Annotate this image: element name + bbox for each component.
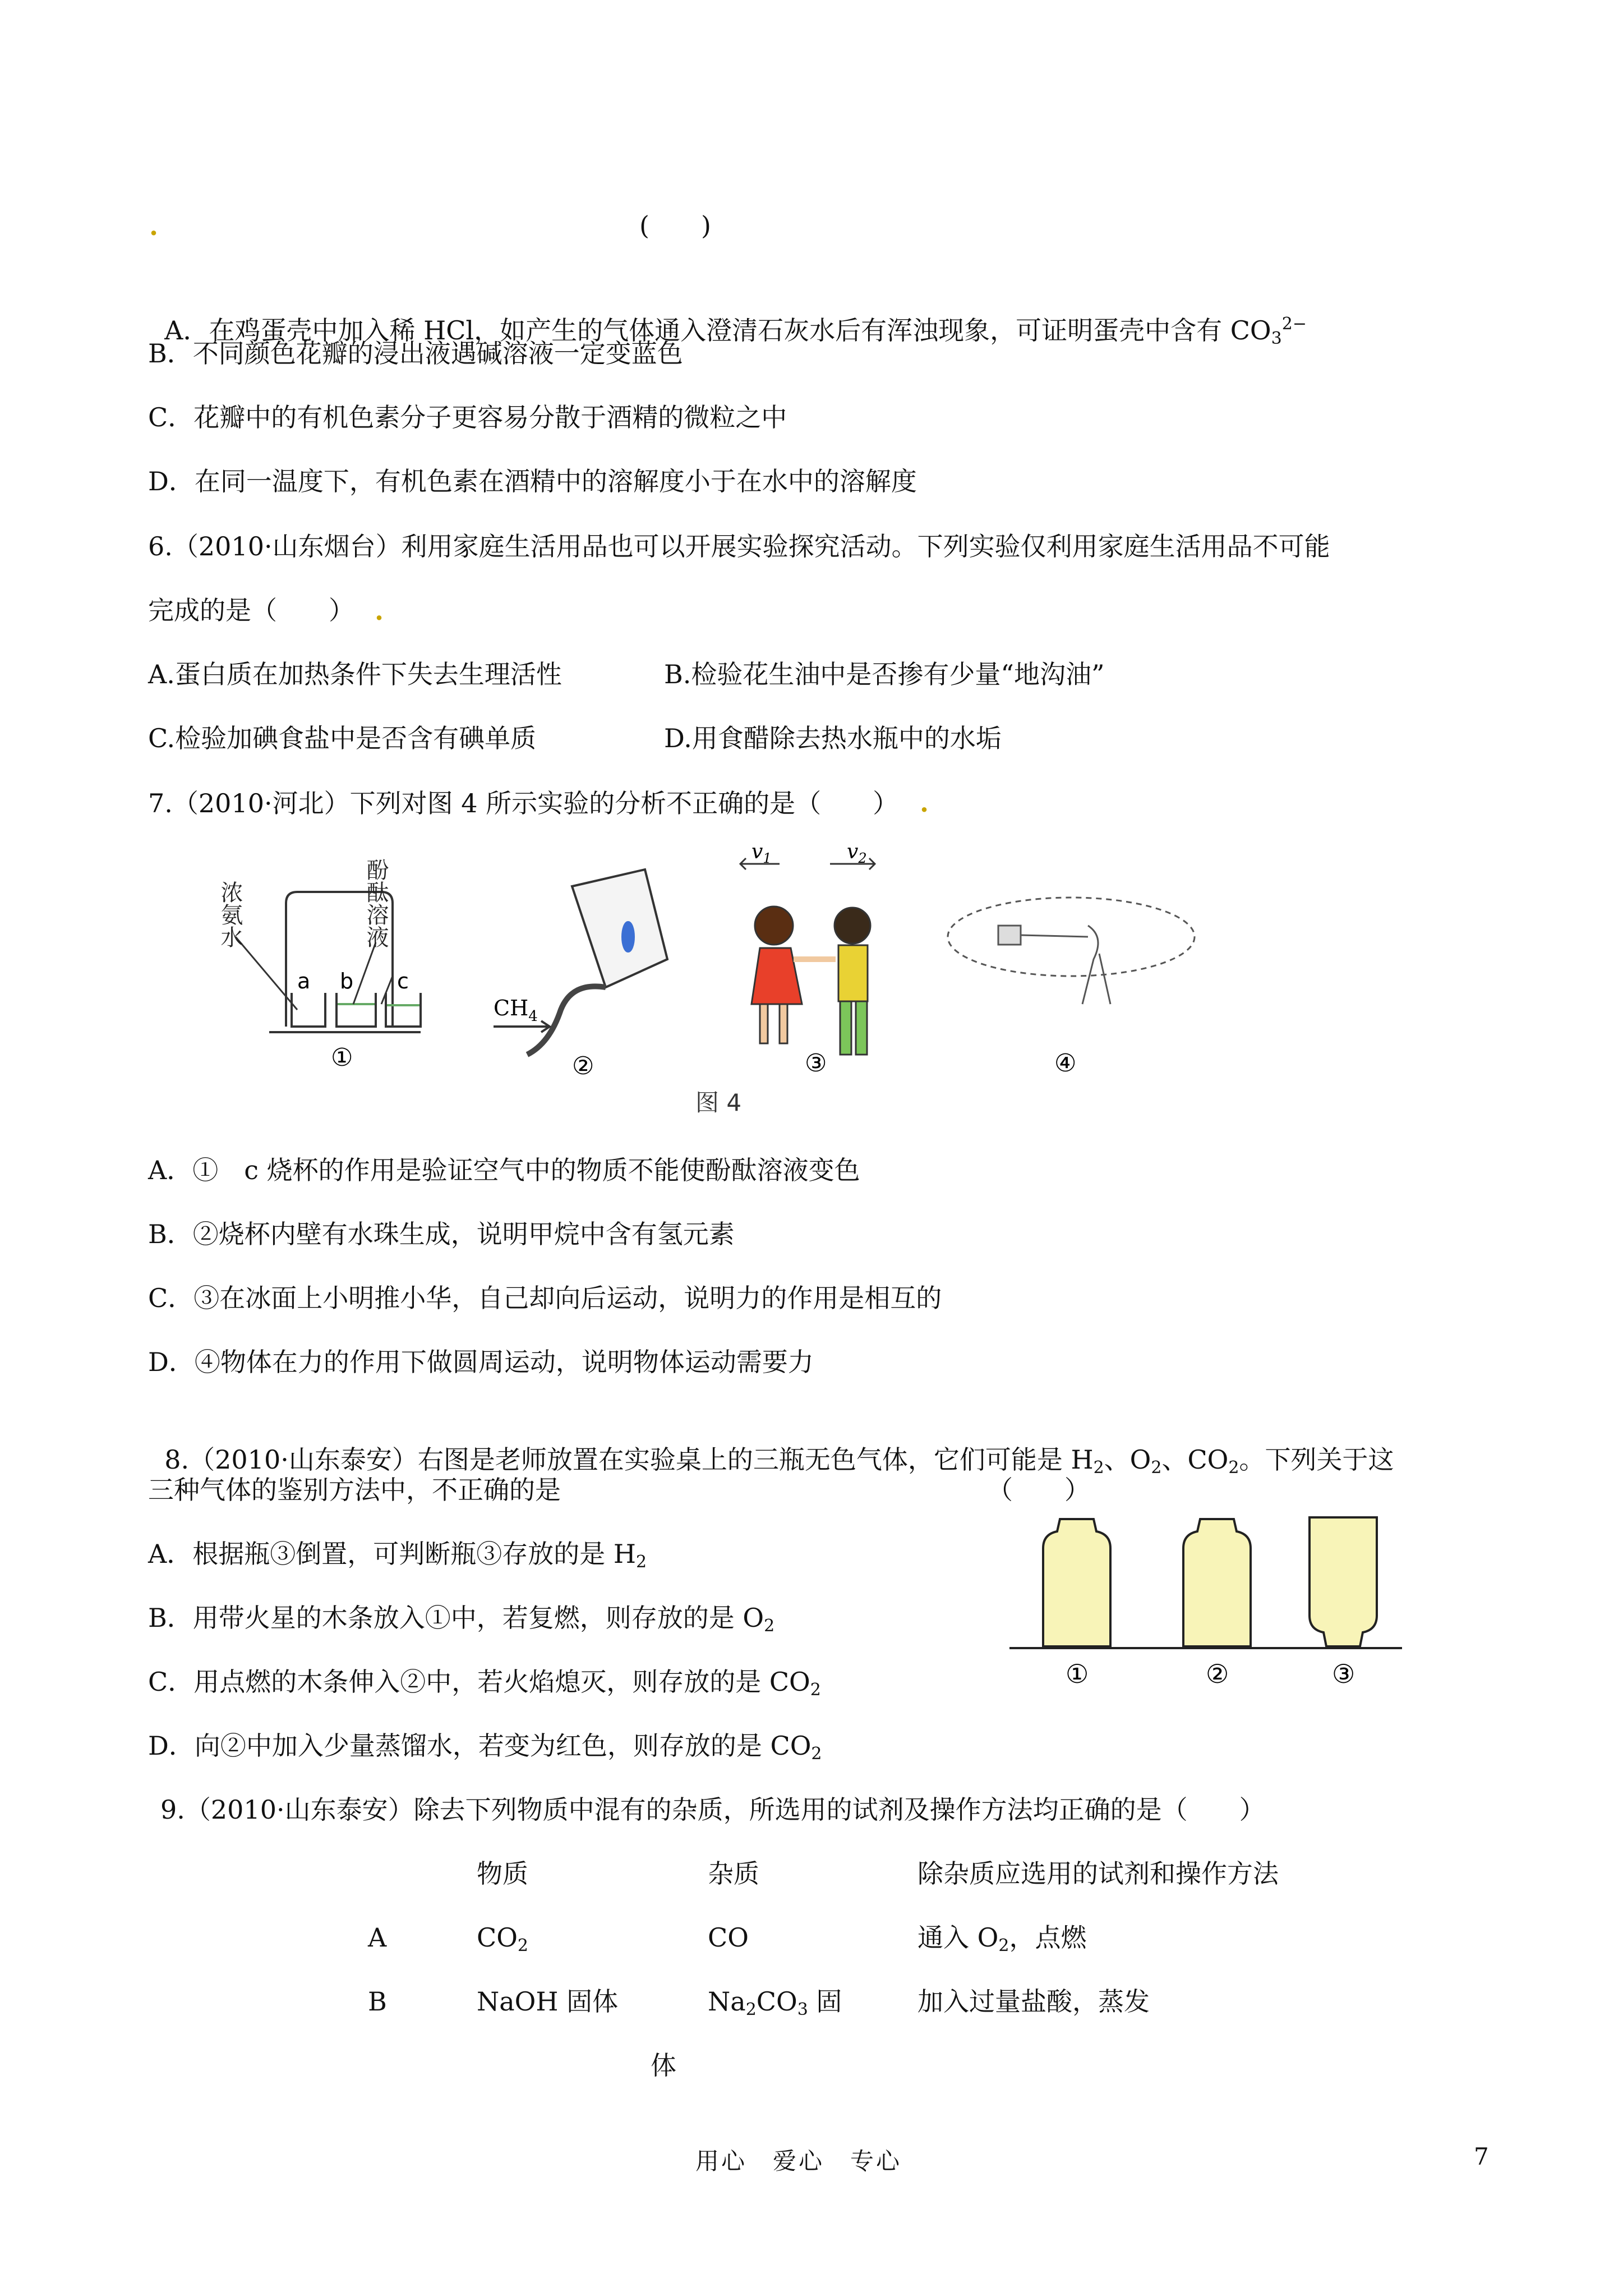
figure-number-1: ①	[331, 1043, 353, 1072]
q8-option-b	[148, 1601, 774, 1643]
q8-option-a-text: A．根据瓶③倒置，可判断瓶③存放的是 H	[148, 1539, 636, 1569]
footer-motto: 用心 爱心 专心	[695, 2147, 902, 2175]
figure-number-3: ③	[805, 1049, 827, 1078]
decor-dot: .	[920, 788, 929, 818]
table-row-a-key: A	[368, 1922, 387, 1953]
q8-option-d	[148, 1729, 822, 1771]
subscript: 2	[858, 850, 867, 866]
q5-bracket: ( )	[639, 210, 711, 241]
subscript: 3	[797, 2000, 808, 2019]
impurity-text-mid: CO	[756, 1986, 797, 2017]
page-number: 7	[1474, 2143, 1489, 2170]
q7-option-d: D．④物体在力的作用下做圆周运动，说明物体运动需要力	[148, 1347, 814, 1377]
q7-option-c: C．③在冰面上小明推小华，自己却向后运动，说明力的作用是相互的	[148, 1283, 942, 1313]
q8-stem-line2: 三种气体的鉴别方法中，不正确的是	[148, 1475, 561, 1505]
q8-option-a	[148, 1537, 647, 1579]
table-header-substance: 物质	[477, 1858, 528, 1889]
table-row-a-substance	[477, 1921, 528, 1963]
q8-stem-part1: 8.（2010·山东泰安）右图是老师放置在实验桌上的三瓶无色气体，它们可能是 H	[164, 1444, 1094, 1475]
subscript: 3	[1271, 329, 1282, 348]
q8-stem-part4: 。下列关于这	[1239, 1444, 1394, 1475]
table-row-a-impurity: CO	[708, 1922, 749, 1953]
subscript: 2	[764, 1616, 775, 1636]
subscript: 2	[811, 1744, 822, 1764]
beaker-b-label: b	[340, 969, 354, 993]
q8-option-c	[148, 1665, 821, 1707]
q6-option-a: A.蛋白质在加热条件下失去生理活性	[148, 659, 562, 689]
subscript: 1	[763, 850, 772, 866]
bottle-3	[1310, 1517, 1377, 1646]
bottle-2-label: ②	[1206, 1659, 1229, 1689]
q5-option-c: C．花瓣中的有机色素分子更容易分散于酒精的微粒之中	[148, 402, 787, 432]
velocity-2	[847, 841, 867, 866]
impurity-text: Na	[708, 1986, 746, 2017]
q5-option-d: D．在同一温度下，有机色素在酒精中的溶解度小于在水中的溶解度	[148, 466, 917, 496]
q8-stem-part2: 、O	[1104, 1444, 1151, 1475]
decor-dot: .	[149, 211, 159, 241]
q7-option-a: A．① c 烧杯的作用是验证空气中的物质不能使酚酞溶液变色	[148, 1155, 860, 1185]
velocity-2-text: v	[847, 841, 859, 863]
q8-option-c-text: C．用点燃的木条伸入②中，若火焰熄灭，则存放的是 CO	[148, 1667, 810, 1697]
superscript: 2−	[1281, 314, 1307, 334]
q7-option-b: B．②烧杯内壁有水珠生成，说明甲烷中含有氢元素	[148, 1219, 735, 1249]
q7-stem: 7.（2010·河北）下列对图 4 所示实验的分析不正确的是（ ）	[148, 788, 899, 818]
circular-motion	[948, 898, 1195, 1004]
bottle-2	[1183, 1519, 1251, 1646]
q6-stem-line1: 6.（2010·山东烟台）利用家庭生活用品也可以开展实验探究活动。下列实验仅利用家庭生活用品不可能	[148, 531, 1330, 562]
figure-4	[213, 841, 1200, 1133]
subscript: 2	[517, 1936, 529, 1955]
table-row-b-substance: NaOH 固体	[477, 1986, 619, 2017]
subscript: 2	[745, 2000, 757, 2019]
method-text: 通入 O	[917, 1922, 999, 1953]
subscript: 2	[1093, 1458, 1104, 1478]
substance-text: CO	[477, 1922, 518, 1953]
q9-stem: 9.（2010·山东泰安）除去下列物质中混有的杂质，所选用的试剂及操作方法均正确的是（ ）	[160, 1795, 1265, 1825]
bottle-1	[1043, 1519, 1110, 1646]
ammonia-diffusion-apparatus	[236, 892, 421, 1032]
table-header-impurity: 杂质	[708, 1858, 759, 1889]
velocity-1-text: v	[751, 841, 763, 863]
figure-number-2: ②	[572, 1052, 594, 1080]
bottle-1-label: ①	[1066, 1659, 1089, 1689]
q6-option-d: D.用食醋除去热水瓶中的水垢	[664, 723, 1002, 753]
q8-option-d-text: D．向②中加入少量蒸馏水，若变为红色，则存放的是 CO	[148, 1731, 811, 1761]
q5-option-a-text: A．在鸡蛋壳中加入稀 HCl，如产生的气体通入澄清石灰水后有浑浊现象，可证明蛋壳中含有 CO	[164, 315, 1271, 346]
q8-bracket: （ ）	[987, 1475, 1090, 1505]
velocity-1	[751, 841, 772, 866]
beaker-c-label: c	[397, 969, 409, 993]
q6-option-c: C.检验加碘食盐中是否含有碘单质	[148, 723, 537, 753]
subscript: 2	[998, 1936, 1009, 1955]
kids-pushing	[740, 858, 875, 1055]
q8-stem-part3: 、CO	[1161, 1444, 1229, 1475]
q6-stem-line2: 完成的是（ ）	[148, 595, 354, 625]
subscript: 2	[810, 1680, 821, 1700]
table-header-method: 除杂质应选用的试剂和操作方法	[917, 1858, 1279, 1889]
label-ammonia-v1: 浓氨水	[217, 881, 243, 948]
subscript: 2	[1151, 1458, 1162, 1478]
gas-label	[494, 996, 538, 1025]
table-row-b-key: B	[368, 1986, 387, 2017]
figure-caption: 图 4	[695, 1089, 742, 1116]
methane-combustion	[494, 869, 667, 1055]
q5-option-b: B．不同颜色花瓣的浸出液遇碱溶液一定变蓝色	[148, 338, 683, 369]
table-row-b-method: 加入过量盐酸，蒸发	[917, 1986, 1150, 2017]
table-row-b-impurity-wrap: 体	[651, 2050, 676, 2081]
bottle-3-label: ③	[1332, 1659, 1355, 1689]
table-row-b-impurity	[708, 1985, 842, 2027]
decor-dot: .	[375, 596, 384, 626]
method-text-end: ，点燃	[1009, 1922, 1087, 1953]
subscript: 4	[528, 1008, 538, 1025]
impurity-text-end: 固	[808, 1986, 842, 2017]
subscript: 2	[635, 1552, 647, 1572]
subscript: 2	[1228, 1458, 1239, 1478]
q8-option-b-text: B．用带火星的木条放入①中，若复燃，则存放的是 O	[148, 1603, 764, 1633]
figure-number-4: ④	[1054, 1049, 1077, 1078]
beaker-a-label: a	[297, 969, 311, 993]
gas-bottles-figure	[1009, 1515, 1413, 1705]
table-row-a-method	[917, 1921, 1086, 1963]
label-phenol-v: 酚酞溶液	[363, 858, 389, 948]
gas-label-text: CH	[494, 996, 529, 1020]
q6-option-b: B.检验花生油中是否掺有少量“地沟油”	[664, 659, 1105, 689]
